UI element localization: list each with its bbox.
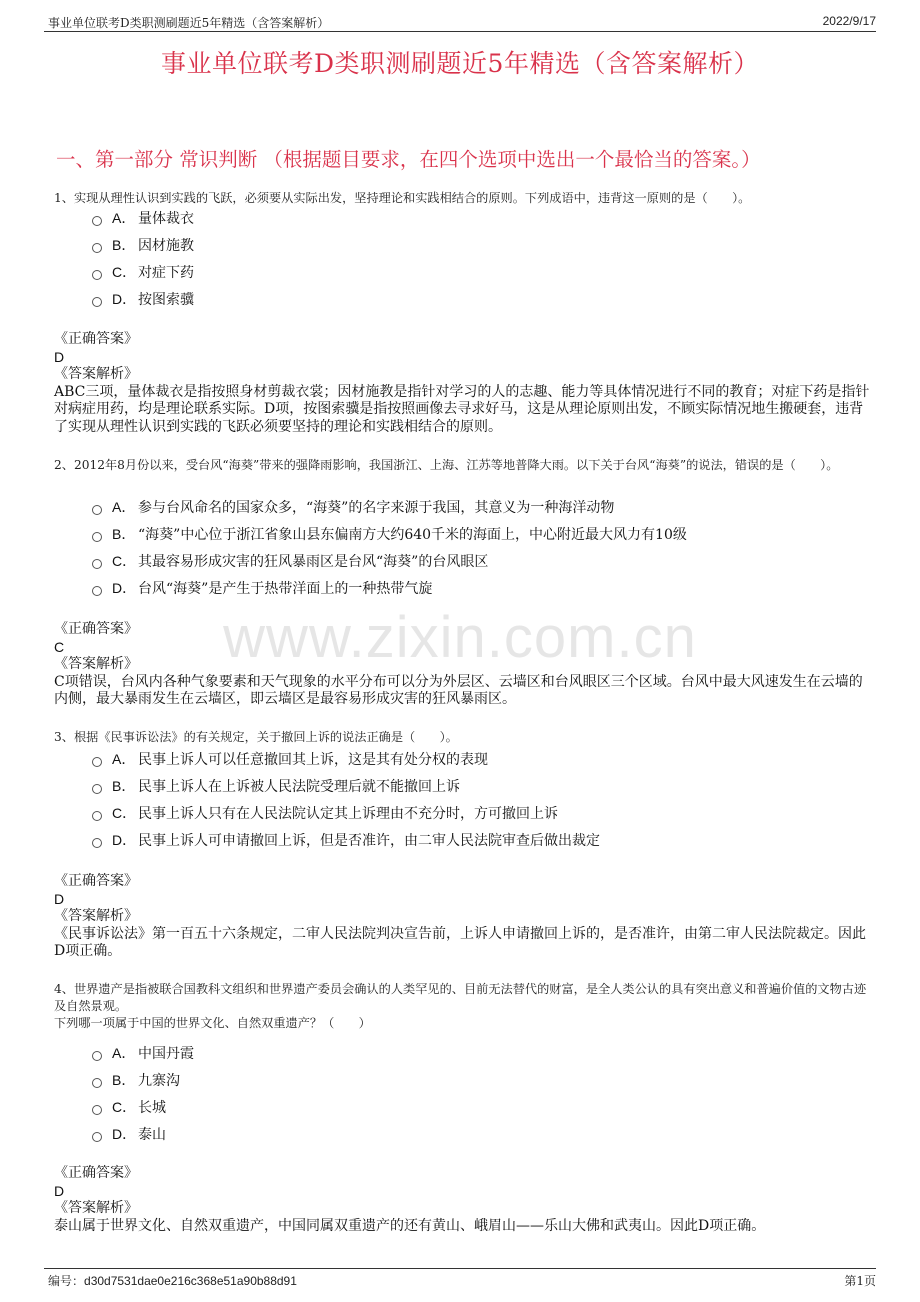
- radio-icon[interactable]: [92, 811, 102, 821]
- explanation-text: 《民事诉讼法》第一百五十六条规定，二审人民法院判决宣告前，上诉人申请撤回上诉的，是否准许，由第二审人民法院裁定。因此D项正确。: [54, 925, 866, 960]
- answer-value: D: [54, 348, 65, 365]
- option-c[interactable]: C． 民事上诉人只有在人民法院认定其上诉理由不充分时，方可撤回上诉: [92, 800, 600, 827]
- question-stem: 1、实现从理性认识到实践的飞跃，必须要从实际出发，坚持理论和实践相结合的原则。下列成语中，违背这一原则的是（ ）。: [54, 191, 751, 205]
- footer-code-value: d30d7531dae0e216c368e51a90b88d91: [84, 1274, 297, 1288]
- footer-code: [48, 1272, 297, 1289]
- radio-icon[interactable]: [92, 243, 102, 253]
- option-d[interactable]: D． 台风“海葵”是产生于热带洋面上的一种热带气旋: [92, 574, 687, 601]
- header-date: 2022/9/17: [822, 14, 876, 28]
- option-c[interactable]: C． 其最容易形成灾害的狂风暴雨区是台风“海葵”的台风眼区: [92, 548, 687, 575]
- answer-value: C: [54, 638, 65, 655]
- page-number: 1: [856, 1274, 864, 1288]
- option-a[interactable]: A． 民事上诉人可以任意撤回其上诉，这是其有处分权的表现: [92, 746, 600, 773]
- radio-icon[interactable]: [92, 297, 102, 307]
- answer-label: 《正确答案》: [54, 873, 138, 889]
- radio-icon[interactable]: [92, 559, 102, 569]
- explain-label: 《答案解析》: [54, 908, 138, 925]
- answer-value: D: [54, 890, 65, 907]
- radio-icon[interactable]: [92, 586, 102, 596]
- explanation-text: C项错误，台风内各种气象要素和天气现象的水平分布可以分为外层区、云墙区和台风眼区三个区域。台风中最大风速发生在云墙的内侧，最大暴雨发生在云墙区，即云墙区是最容易形成灾害的狂风暴雨区。: [54, 673, 863, 708]
- option-a[interactable]: A． 参与台风命名的国家众多，“海葵”的名字来源于我国，其意义为一种海洋动物: [92, 494, 687, 521]
- radio-icon[interactable]: [92, 1132, 102, 1142]
- radio-icon[interactable]: [92, 1078, 102, 1088]
- explain-label: 《答案解析》: [54, 366, 138, 383]
- options-list: [92, 205, 194, 312]
- radio-icon[interactable]: [92, 270, 102, 280]
- explain-label: 《答案解析》: [54, 1200, 138, 1217]
- option-b[interactable]: B． 民事上诉人在上诉被人民法院受理后就不能撤回上诉: [92, 773, 600, 800]
- options-list: [92, 494, 687, 601]
- header-doc-name: 事业单位联考D类职测刷题近5年精选（含答案解析）: [48, 16, 330, 30]
- header-rule: [44, 31, 876, 32]
- document-title: 事业单位联考D类职测刷题近5年精选（含答案解析）: [161, 49, 759, 78]
- watermark: www.zixin.com.cn: [223, 605, 697, 670]
- option-c[interactable]: C． 长城: [92, 1094, 194, 1121]
- option-d[interactable]: D． 泰山: [92, 1120, 194, 1147]
- footer-code-label: 编号：: [48, 1274, 85, 1288]
- question-intro: 4、世界遗产是指被联合国教科文组织和世界遗产委员会确认的人类罕见的、目前无法替代的财富，是全人类公认的具有突出意义和普遍价值的文物古迹及自然景观。: [54, 982, 867, 1013]
- footer-rule: [44, 1268, 876, 1269]
- radio-icon[interactable]: [92, 838, 102, 848]
- options-list: [92, 746, 600, 853]
- question-stem: 2、2012年8月份以来，受台风“海葵”带来的强降雨影响，我国浙江、上海、江苏等地普降大雨。以下关于台风“海葵”的说法，错误的是（ ）。: [54, 458, 839, 472]
- option-d[interactable]: D． 按图索骥: [92, 285, 194, 312]
- option-c[interactable]: C． 对症下药: [92, 259, 194, 286]
- answer-label: 《正确答案》: [54, 1165, 138, 1181]
- answer-block: [54, 873, 872, 961]
- explanation-text: 泰山属于世界文化、自然双重遗产，中国同属双重遗产的还有黄山、峨眉山——乐山大佛和武夷山。因此D项正确。: [54, 1217, 766, 1234]
- answer-label: 《正确答案》: [54, 331, 138, 347]
- answer-value: D: [54, 1182, 65, 1199]
- question-stem: [54, 981, 870, 1032]
- explain-label: 《答案解析》: [54, 656, 138, 673]
- option-b[interactable]: B． 因材施教: [92, 232, 194, 259]
- answer-label: 《正确答案》: [54, 621, 138, 637]
- option-d[interactable]: D． 民事上诉人可申请撤回上诉，但是否准许，由二审人民法院审查后做出裁定: [92, 826, 600, 853]
- radio-icon[interactable]: [92, 216, 102, 226]
- option-b[interactable]: B． “海葵”中心位于浙江省象山县东偏南方大约640千米的海面上，中心附近最大风力有10级: [92, 521, 687, 548]
- radio-icon[interactable]: [92, 784, 102, 794]
- option-a[interactable]: A． 量体裁衣: [92, 205, 194, 232]
- radio-icon[interactable]: [92, 757, 102, 767]
- section-heading: 一、第一部分 常识判断 （根据题目要求，在四个选项中选出一个最恰当的答案。）: [56, 148, 761, 171]
- answer-block: [54, 1165, 872, 1235]
- answer-block: [54, 621, 872, 709]
- question-prompt: 下列哪一项属于中国的世界文化、自然双重遗产？（ ）: [54, 1016, 371, 1030]
- footer-page: [844, 1272, 876, 1289]
- page-prefix: 第: [844, 1274, 857, 1288]
- question-stem: 3、根据《民事诉讼法》的有关规定，关于撤回上诉的说法正确是（ ）。: [54, 730, 458, 744]
- radio-icon[interactable]: [92, 1051, 102, 1061]
- page-suffix: 页: [863, 1274, 876, 1288]
- radio-icon[interactable]: [92, 532, 102, 542]
- answer-block: [54, 331, 872, 437]
- radio-icon[interactable]: [92, 1105, 102, 1115]
- options-list: [92, 1040, 194, 1147]
- option-b[interactable]: B． 九寨沟: [92, 1067, 194, 1094]
- explanation-text: ABC三项，量体裁衣是指按照身材剪裁衣裳；因材施教是指针对学习的人的志趣、能力等具体情况进行不同的教育；对症下药是指针对病症用药，均是理论联系实际。D项，按图索骥是指按照画像去寻求好马，这是从理论原则出发，不顾实际情况地生搬硬套，违背了实现从理性认识到实践的飞跃必须要坚持的理论和实践相结合的原则。: [54, 383, 870, 435]
- radio-icon[interactable]: [92, 505, 102, 515]
- option-a[interactable]: A． 中国丹霞: [92, 1040, 194, 1067]
